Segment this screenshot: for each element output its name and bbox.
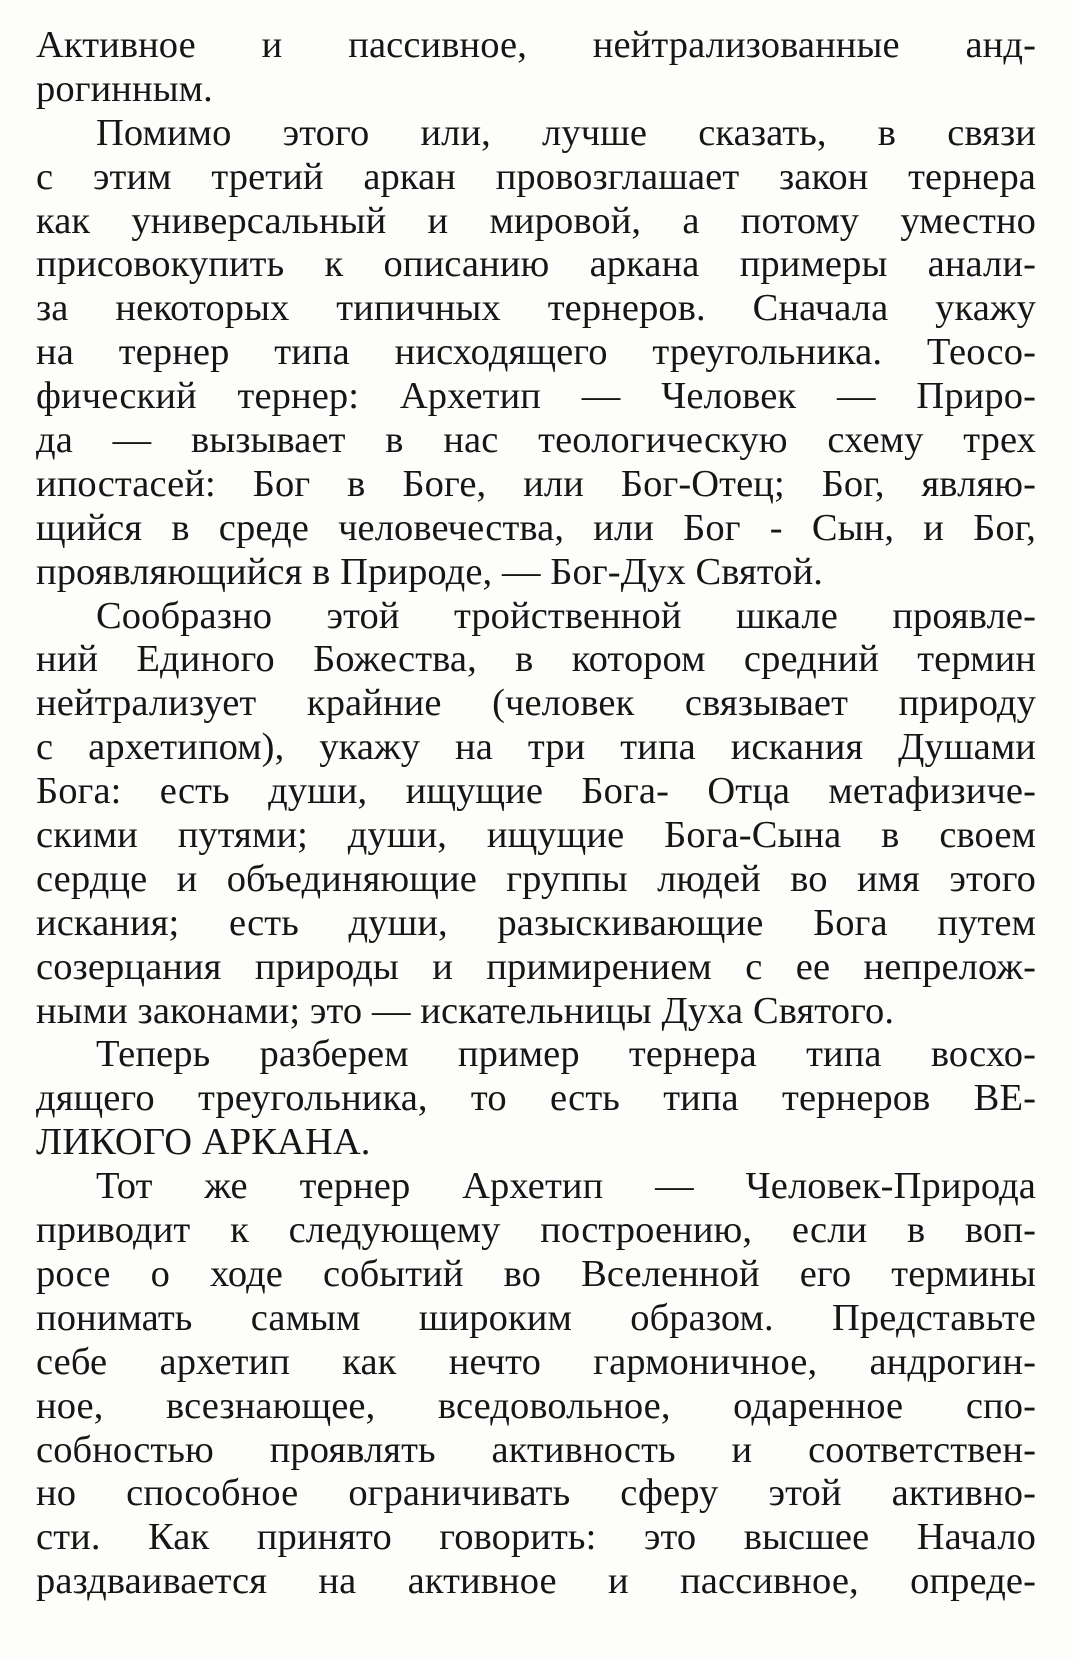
text-line: фический тернер: Архетип — Человек — Приро-	[36, 375, 1036, 418]
text-line: сти. Как принято говорить: это высшее Начало	[36, 1516, 1036, 1559]
text-line: Активное и пассивное, нейтрализованные анд-	[36, 24, 1036, 66]
text-line: рогинным.	[36, 67, 213, 110]
text-line: проявляющийся в Природе, — Бог-Дух Святой.	[36, 550, 824, 593]
text-line: ЛИКОГО АРКАНА.	[36, 1121, 371, 1164]
text-line: с архетипом), укажу на три типа искания Душами	[36, 726, 1036, 769]
text-line: созерцания природы и примирением с ее непрелож-	[36, 945, 1036, 988]
text-line: собностью проявлять активность и соответствен-	[36, 1428, 1036, 1471]
text-line: ными законами; это — искательницы Духа Святого.	[36, 989, 895, 1032]
text-line: понимать самым широким образом. Представьте	[36, 1296, 1036, 1339]
text-line: Бога: есть души, ищущие Бога- Отца метафизиче-	[36, 770, 1036, 813]
text-line: Сообразно этой тройственной шкале проявле-	[96, 594, 1036, 637]
text-line: ное, всезнающее, вседовольное, одаренное спо-	[36, 1384, 1036, 1427]
text-line: на тернер типа нисходящего треугольника. Теосо-	[36, 331, 1036, 374]
text-line: Помимо этого или, лучше сказать, в связи	[96, 111, 1036, 154]
text-line: ипостасей: Бог в Боге, или Бог-Отец; Бог, являю-	[36, 462, 1036, 505]
text-line: раздваивается на активное и пассивное, опреде-	[36, 1560, 1036, 1603]
text-line: приводит к следующему построению, если в воп-	[36, 1209, 1036, 1252]
text-line: искания; есть души, разыскивающие Бога путем	[36, 901, 1036, 944]
text-line: скими путями; души, ищущие Бога-Сына в своем	[36, 814, 1036, 857]
text-line: за некоторых типичных тернеров. Сначала укажу	[36, 287, 1036, 330]
text-line: как универсальный и мировой, а потому уместно	[36, 199, 1036, 242]
text-line: ний Единого Божества, в котором средний термин	[36, 638, 1036, 681]
text-line: да — вызывает в нас теологическую схему трех	[36, 419, 1036, 462]
text-line: но способное ограничивать сферу этой активно-	[36, 1472, 1036, 1515]
text-line: нейтрализует крайние (человек связывает природу	[36, 682, 1036, 725]
text-line: сердце и объединяющие группы людей во имя этого	[36, 857, 1036, 900]
body-text	[36, 24, 1036, 1604]
text-line: Тот же тернер Архетип — Человек-Природа	[96, 1165, 1036, 1208]
text-line: Теперь разберем пример тернера типа восхо-	[96, 1033, 1036, 1076]
text-line: росе о ходе событий во Вселенной его термины	[36, 1252, 1036, 1295]
text-line: дящего треугольника, то есть типа тернеров ВЕ-	[36, 1077, 1036, 1120]
text-line: себе архетип как нечто гармоничное, андрогин-	[36, 1340, 1036, 1383]
text-line: щийся в среде человечества, или Бог - Сын, и Бог,	[36, 506, 1036, 549]
text-line: с этим третий аркан провозглашает закон тернера	[36, 155, 1036, 198]
text-line: присовокупить к описанию аркана примеры анали-	[36, 243, 1036, 286]
